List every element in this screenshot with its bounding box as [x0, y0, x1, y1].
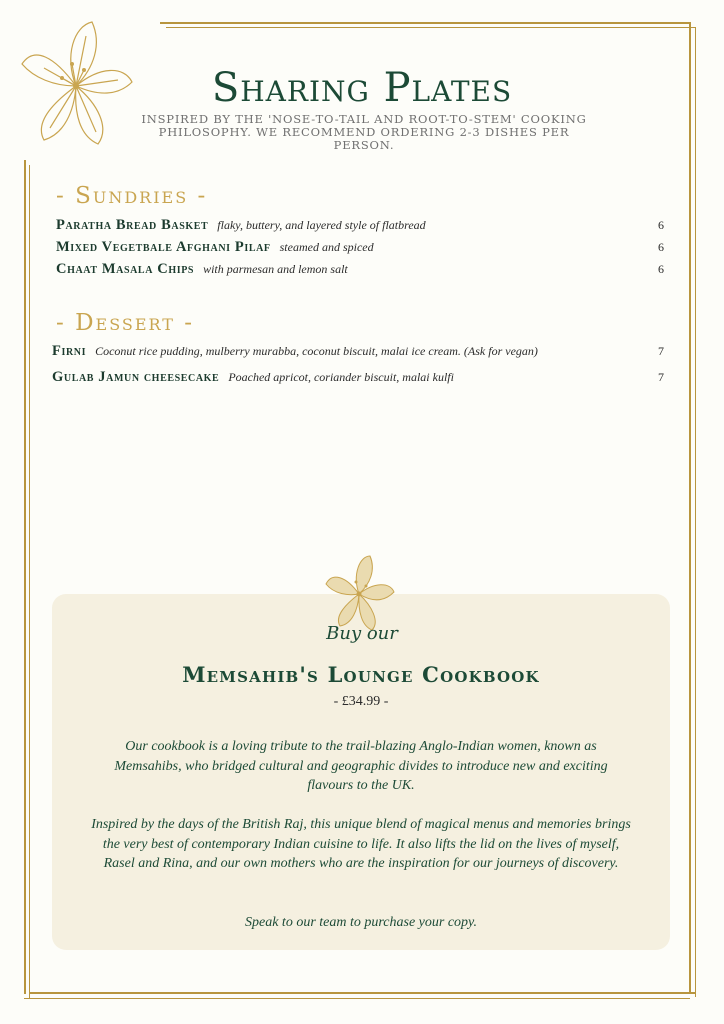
item-name: Gulab Jamun cheesecake [52, 369, 220, 385]
menu-item [56, 217, 664, 237]
item-name: Mixed Vegetbale Afghani Pilaf [56, 239, 271, 255]
section-title-sundries: - Sundries - [56, 183, 208, 209]
buy-our-script: Buy our [326, 623, 398, 644]
cookbook-paragraph: Our cookbook is a loving tribute to the trail-blazing Anglo-Indian women, known as Memsahibs, who bridged cultural and geographic divides to introduce new and exciting flavours to the UK. [114, 739, 608, 793]
item-description: steamed and spiced [279, 240, 374, 254]
page-title: Sharing Plates [211, 65, 513, 111]
cookbook-title: Memsahib's Lounge Cookbook [182, 662, 540, 687]
cookbook-paragraph: Speak to our team to purchase your copy. [245, 915, 477, 930]
item-price: 7 [658, 370, 664, 384]
item-price: 6 [658, 262, 664, 276]
lily-flower-icon [320, 552, 398, 634]
lily-flower-icon [14, 16, 140, 152]
section-title-dessert: - Dessert - [56, 310, 195, 336]
item-price: 6 [658, 218, 664, 232]
item-price: 7 [658, 344, 664, 358]
item-description: Poached apricot, coriander biscuit, malai kulfi [228, 370, 454, 384]
menu-item [56, 239, 664, 259]
page-subtitle: INSPIRED BY THE 'NOSE-TO-TAIL AND ROOT-TO-STEM' COOKING PHILOSOPHY. WE RECOMMEND ORDERING 2-3 DISHES PER PERSON. [141, 112, 587, 152]
item-description: Coconut rice pudding, mulberry murabba, coconut biscuit, malai ice cream. (Ask for vegan) [95, 344, 538, 358]
item-name: Firni [52, 343, 87, 359]
menu-item [52, 343, 664, 363]
item-description: flaky, buttery, and layered style of flatbread [217, 218, 426, 232]
cookbook-price: - £34.99 - [333, 694, 389, 709]
cookbook-paragraph: Inspired by the days of the British Raj, this unique blend of magical menus and memories brings the very best of contemporary Indian cuisine to life. It also lifts the lid on the lives of myself, Rasel and Rina, and our own mothers who are the inspiration for our journeys of discovery. [91, 817, 631, 871]
item-name: Paratha Bread Basket [56, 217, 209, 233]
item-price: 6 [658, 240, 664, 254]
item-description: with parmesan and lemon salt [203, 262, 348, 276]
item-name: Chaat Masala Chips [56, 261, 195, 277]
menu-item [52, 369, 664, 389]
menu-item [56, 261, 664, 281]
